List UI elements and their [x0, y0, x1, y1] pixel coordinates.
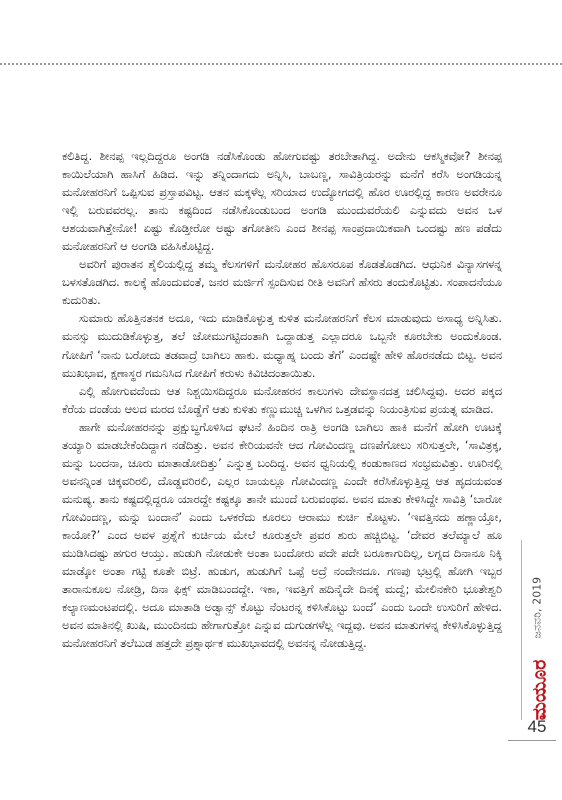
paragraph: ಎಲ್ಲಿ ಹೋಗುವದೆಂದು ಆತ ನಿಶ್ಚಯಿಸದಿದ್ದರೂ ಮನೋಹರನ ಕಾಲುಗಳು ದೇವಸ್ಥಾನದತ್ತ ಚಲಿಸಿದ್ದವು. ಅದರ ಪಕ್ಕದ ಕೆರೆಯ ದಂಡೆಯ ಆಲದ ಮರದ ಬೊಡ್ಡೆಗೆ ಆತು ಕುಳಿತು ಕಣ್ಣುಮುಚ್ಚಿ ಒಳಗಿನ ಒತ್ತಡವನ್ನು ನಿಯಂತ್ರಿಸುವ ಪ್ರಯತ್ನ ಮಾಡಿದ. — [62, 384, 502, 416]
magazine-logo-text: ಮಯೂರ — [528, 659, 550, 721]
page-number: 45 — [527, 717, 547, 736]
paragraph: ಹಾಗೇ ಮನೋಹರನನ್ನು ಪ್ರಕ್ಷುಬ್ಧಗೊಳಿಸಿದ ಘಟನೆ ಹಿಂದಿನ ರಾತ್ರಿ ಅಂಗಡಿ ಬಾಗಿಲು ಹಾಕಿ ಮನೆಗೆ ಹೋಗಿ ಊಟಕ್ಕೆ ತಯ್ಯಾರಿ ಮಾಡಬೇಕೆಂದಿದ್ದಾಗ ನಡೆದಿತ್ತು. ಅವನ ಕೇರಿಯವನೇ ಆದ ಗೋವಿಂದಣ್ಣ ದಣಪೆಗೋಲು ಸರಿಸುತ್ತಲೇ, ‘ಸಾವಿತ್ರಕ್ಕ, ಮನ್ನು ಬಂದನಾ, ಚೂರು ಮಾತಾಡೋದಿತ್ತು’ ಎನ್ನುತ್ತ ಬಂದಿದ್ದ. ಅವನ ಧ್ವನಿಯಲ್ಲಿ ಕಂಡುಕಾಣದ ಸಂಭ್ರಮವಿತ್ತು. ಊರಿನಲ್ಲಿ ಅವನನ್ನಿಂತ ಚಿಕ್ಕವರಿರಲಿ, ದೊಡ್ಡವರಿರಲಿ, ಎಲ್ಲರ ಬಾಯಲ್ಲೂ ಗೋವಿಂದಣ್ಣ ಎಂದೇ ಕರೆಸಿಕೊಳ್ಳುತ್ತಿದ್ದ ಆತ ಹೃದಯವಂತ ಮನುಷ್ಯ. ತಾನು ಕಷ್ಟದಲ್ಲಿದ್ದರೂ ಯಾರದ್ದೇ ಕಷ್ಟಕ್ಕೂ ತಾನೇ ಮುಂದೆ ಬರುವಂಥವ. ಅವನ ಮಾತು ಕೇಳಿಸಿದ್ದೇ ಸಾವಿತ್ರಿ ‘ಬಾರೋ ಗೋವಿಂದಣ್ಣ, ಮನ್ನು ಬಂದಾನೆ’ ಎಂದು ಒಳಕರೆದು ಕೂರಲು ಆರಾಮು ಕುರ್ಚಿ ಕೊಟ್ಟಳು. ‘ಇವತ್ತಿನದು ಹಣ್ಣಾಯ್ತೋ, ಕಾಯೋ?’ ಎಂದ ಅವಳ ಪ್ರಶ್ನೆಗೆ ಕುರ್ಚಿಯ ಮೇಲೆ ಕೂರುತ್ತಲೇ ಪ್ರವರ ಶುರು ಹಚ್ಚಿಬಿಟ್ಟ. ‘ದೇವರ ತಲೆಮ್ಯಾಲೆ ಹೂ ಮುಡಿಸಿದಷ್ಟು ಹಗುರ ಆಯ್ತು. ಹುಡುಗಿ ನೋಡುಕೇ ಅಂತಾ ಬಂದೋರು ಪದೇ ಪದೇ ಬರೂಕಾಗುದಿಲ್ಲ, ಲಗ್ನದ ದಿನಾನೂ ನಿಕ್ಕಿ ಮಾಡ್ಕೋ ಅಂತಾ ಗಟ್ಟಿ ಕೂತೇ ಬಿಟ್ರೆ. ಹುಡುಗ, ಹುಡುಗಿಗೆ ಒಪ್ಪೆ ಅದ್ರೆ ನಂದೇನದೂ. ಗಣಪು ಭಟ್ರಲ್ಲಿ ಹೋಗಿ ಇಬ್ಬರ ತಾರಾನುಕೂಲ ನೋಡ್ರಿ, ದಿನಾ ಫಿಕ್ಸ್ ಮಾಡಿಬಂದದ್ದೇ. ಇಕಾ, ಇವತ್ತಿಗೆ ಹದಿನೈದೇ ದಿನಕ್ಕೆ ಮದ್ವೆ; ಮೇಲಿನಕೇರಿ ಭೂತೇಶ್ವರಿ ಕಲ್ಯಾಣಮಂಟಪದಲ್ಲಿ. ಅದೂ ಮಾತಾಡಿ ಅಡ್ವಾನ್ಸ್ ಕೊಟ್ಟು ನೆಂಟರನ್ನ ಕಳಿಸಿಕೊಟ್ಟು ಬಂದೆ’ ಎಂದು ಒಂದೇ ಉಸುರಿಗೆ ಹೇಳಿದ. ಅವನ ಮಾತಿನಲ್ಲಿ ಖುಷಿ, ಮುಂದಿನದು ಹೇಗಾಗುತ್ತೋ ಎನ್ನುವ ದುಗುಡಗಳೆಲ್ಲ ಇದ್ದವು. ಅವನ ಮಾತುಗಳನ್ನ ಕೇಳಿಸಿಕೊಳ್ಳುತ್ತಿದ್ದ ಮನೋಹರನಿಗೆ ತಲೆಬುಡ ಹತ್ತದೇ ಪ್ರಶ್ನಾರ್ಥಕ ಮುಖಭಾವದಲ್ಲಿ ಅವನನ್ನ ನೋಡುತ್ತಿದ್ದ. — [62, 420, 502, 651]
paragraph: ಕಲಿತಿದ್ದ. ಶೀನಪ್ಪ ಇಲ್ಲದಿದ್ದರೂ ಅಂಗಡಿ ನಡೆಸಿಕೊಂಡು ಹೋಗುವಷ್ಟು ತರಬೇತಾಗಿದ್ದ. ಅದೇನು ಆಕಸ್ಮಿಕವೋ? ಶೀನಪ್ಪ ಕಾಯಿಲೆಯಾಗಿ ಹಾಸಿಗೆ ಹಿಡಿದ. ಇನ್ನು ತನ್ನಿಂದಾಗದು ಅನ್ನಿಸಿ, ಬಾಬಣ್ಣ, ಸಾವಿತ್ರಿಯರನ್ನು ಮನೆಗೆ ಕರೆಸಿ ಅಂಗಡಿಯನ್ನ ಮನೋಹರನಿಗೆ ಒಪ್ಪಿಸುವ ಪ್ರಸ್ತಾಪವಿಟ್ಟ. ಆತನ ಮಕ್ಕಳೆಲ್ಲ ಸರಿಯಾದ ಉದ್ಯೋಗದಲ್ಲಿ ಹೊರ ಊರಲ್ಲಿದ್ದ ಕಾರಣ ಅವರೇನೂ ಇಲ್ಲಿ ಬರುವವರಲ್ಲ. ತಾನು ಕಷ್ಟದಿಂದ ನಡೆಸಿಕೊಂಡುಬಂದ ಅಂಗಡಿ ಮುಂದುವರೆಯಲಿ ಎನ್ನುವದು ಅವನ ಒಳ ಆಶಯವಾಗಿತ್ತೇನೋ! ಏಷ್ಟು ಕೊಡ್ತೀರೋ ಅಷ್ಟು ತಗೋತೀನಿ ಎಂದ ಶೀನಪ್ಪ ಸಾಂಪ್ರದಾಯಿಕವಾಗಿ ಒಂದಷ್ಟು ಹಣ ಪಡೆದು ಮನೋಹರನಿಗೆ ಆ ಅಂಗಡಿ ವಹಿಸಿಕೊಟ್ಟಿದ್ದ. — [62, 150, 502, 254]
margin-rule — [521, 540, 522, 720]
article-body — [62, 148, 502, 653]
magazine-logo — [527, 659, 551, 721]
top-dotted-rule — [0, 63, 562, 65]
issue-date-text: ಜನವರಿ, 2019 — [531, 576, 544, 639]
issue-date — [530, 560, 546, 655]
paragraph: ಸುಮಾರು ಹೊತ್ತಿನತನಕ ಅದೂ, ಇದು ಮಾಡಿಕೊಳ್ಳುತ್ತ ಕುಳಿತ ಮನೋಹರನಿಗೆ ಕೆಲಸ ಮಾಡುವುದು ಅಸಾಧ್ಯ ಅನ್ನಿಸಿತು. ಮನಸ್ಸು ಮುದುಡಿಕೊಳ್ಳುತ್ತ, ತಲೆ ಜೋಮುಗಟ್ಟಿದಂತಾಗಿ ಒದ್ದಾಡುತ್ತ ಎಲ್ಲಾದರೂ ಒಬ್ಬನೇ ಕೂರಬೇಕು ಅಂದುಕೊಂಡ. ಗೋಪಿಗೆ ‘ನಾನು ಬರೋದು ತಡವಾದ್ರೆ ಬಾಗಿಲು ಹಾಕು. ಮಧ್ಯಾಹ್ನ ಬಂದು ತೆಗೆ’ ಎಂದಷ್ಟೇ ಹೇಳಿ ಹೊರನಡೆದು ಬಿಟ್ಟ. ಅವನ ಮುಖಭಾವ, ಕ್ಷಣಾಸ್ಥರ ಗಮನಿಸಿದ ಗೋಪಿಗೆ ಕರುಳು ಕಿವಿಚಿದಂತಾಯಿತು. — [62, 312, 502, 380]
paragraph: ಅವರಿಗೆ ಪುರಾತನ ಶೈಲಿಯಲ್ಲಿದ್ದ ತಮ್ಮ ಕೆಲಸಗಳಿಗೆ ಮನೋಹರ ಹೊಸರೂಪ ಕೊಡತೊಡಗಿದ. ಆಧುನಿಕ ವಿನ್ಯಾಸಗಳನ್ನ ಬಳಸತೊಡಗಿದ. ಕಾಲಕ್ಕೆ ಹೊಂದುವಂತೆ, ಜನರ ಮರ್ಜಿಗೆ ಸ್ಪಂದಿಸುವ ರೀತಿ ಅವನಿಗೆ ಹೆಸರು ತಂದುಕೊಟ್ಟಿತು. ಸಂಪಾದನೆಯೂ ಕುದುರಿತು. — [62, 258, 502, 308]
page-number-rule — [508, 740, 556, 741]
